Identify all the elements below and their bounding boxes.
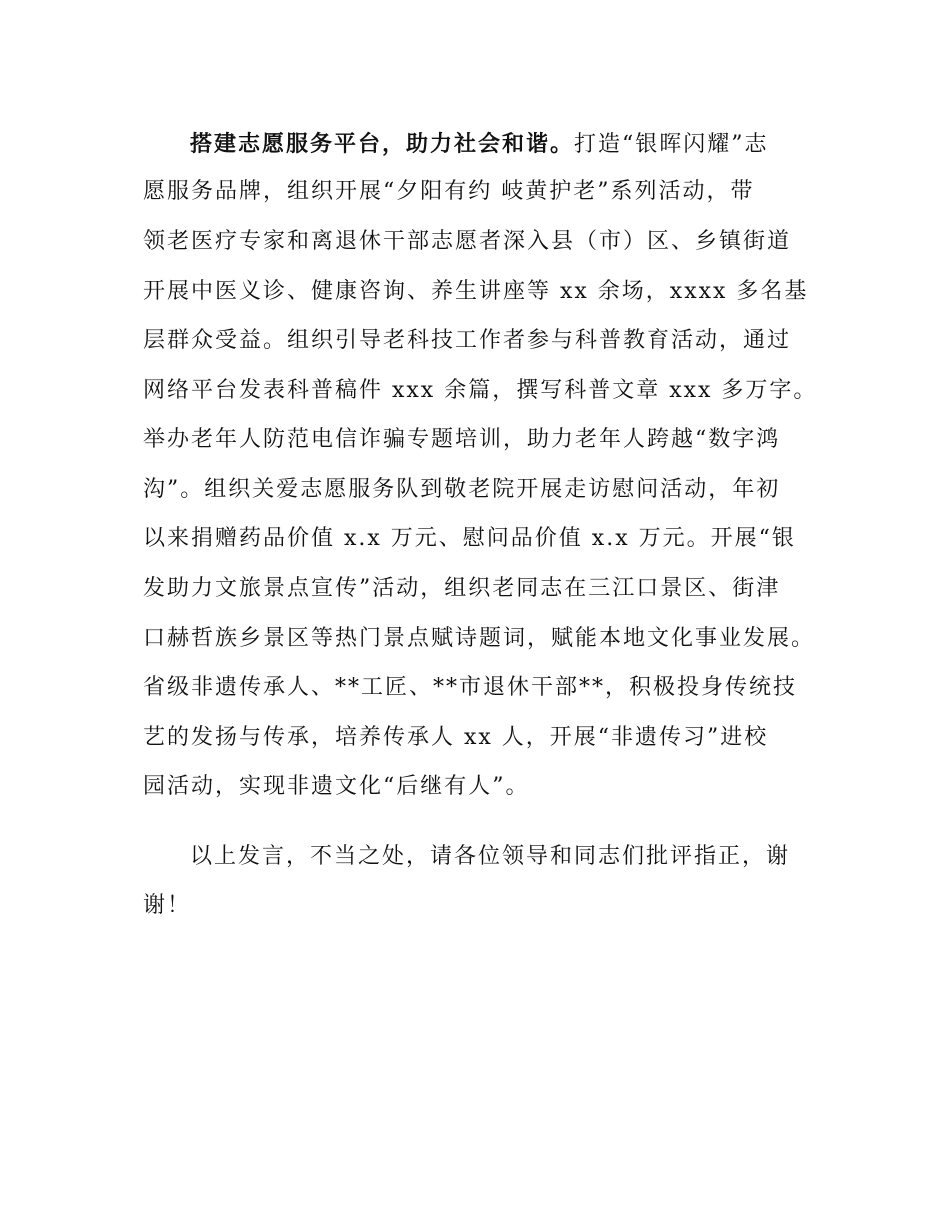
paragraph-line: 园活动，实现非遗文化“后继有人”。 (143, 774, 530, 799)
paragraph-line: 艺的发扬与传承，培养传承人 xx 人，开展“非遗传习”进校 (143, 725, 769, 750)
paragraph-line: 打造“银晖闪耀”志 (574, 132, 769, 157)
paragraph-line: 愿服务品牌，组织开展“夕阳有约 岐黄护老”系列活动，带 (143, 179, 755, 204)
paragraph-lead-heading: 搭建志愿服务平台，助力社会和谐。 (190, 131, 575, 157)
paragraph-line: 口赫哲族乡景区等热门景点赋诗题词，赋能本地文化事业发展。 (143, 626, 816, 651)
paragraph-line: 以上发言，不当之处，请各位领导和同志们批评指正，谢 (190, 844, 791, 869)
paragraph-line: 沟”。组织关爱志愿服务队到敬老院开展走访慰问活动，年初 (143, 477, 781, 502)
paragraph-first-line (190, 129, 769, 159)
paragraph-line: 层群众受益。组织引导老科技工作者参与科普教育活动，通过 (143, 328, 792, 353)
paragraph-line: 发助力文旅景点宣传”活动，组织老同志在三江口景区、街津 (143, 576, 781, 601)
paragraph-line: 网络平台发表科普稿件 xxx 余篇，撰写科普文章 xxx 多万字。 (143, 378, 818, 403)
paragraph-line: 谢！ (143, 893, 192, 918)
paragraph-line: 领老医疗专家和离退休干部志愿者深入县（市）区、乡镇街道 (143, 229, 792, 254)
paragraph-line: 省级非遗传承人、**工匠、**市退休干部**，积极投身传统技 (143, 675, 798, 700)
paragraph-line: 举办老年人防范电信诈骗专题培训，助力老年人跨越“数字鸿 (143, 427, 781, 452)
paragraph-line: 开展中医义诊、健康咨询、养生讲座等 xx 余场，xxxx 多名基 (143, 279, 809, 304)
paragraph-line: 以来捐赠药品价值 x.x 万元、慰问品价值 x.x 万元。开展“银 (143, 526, 796, 551)
